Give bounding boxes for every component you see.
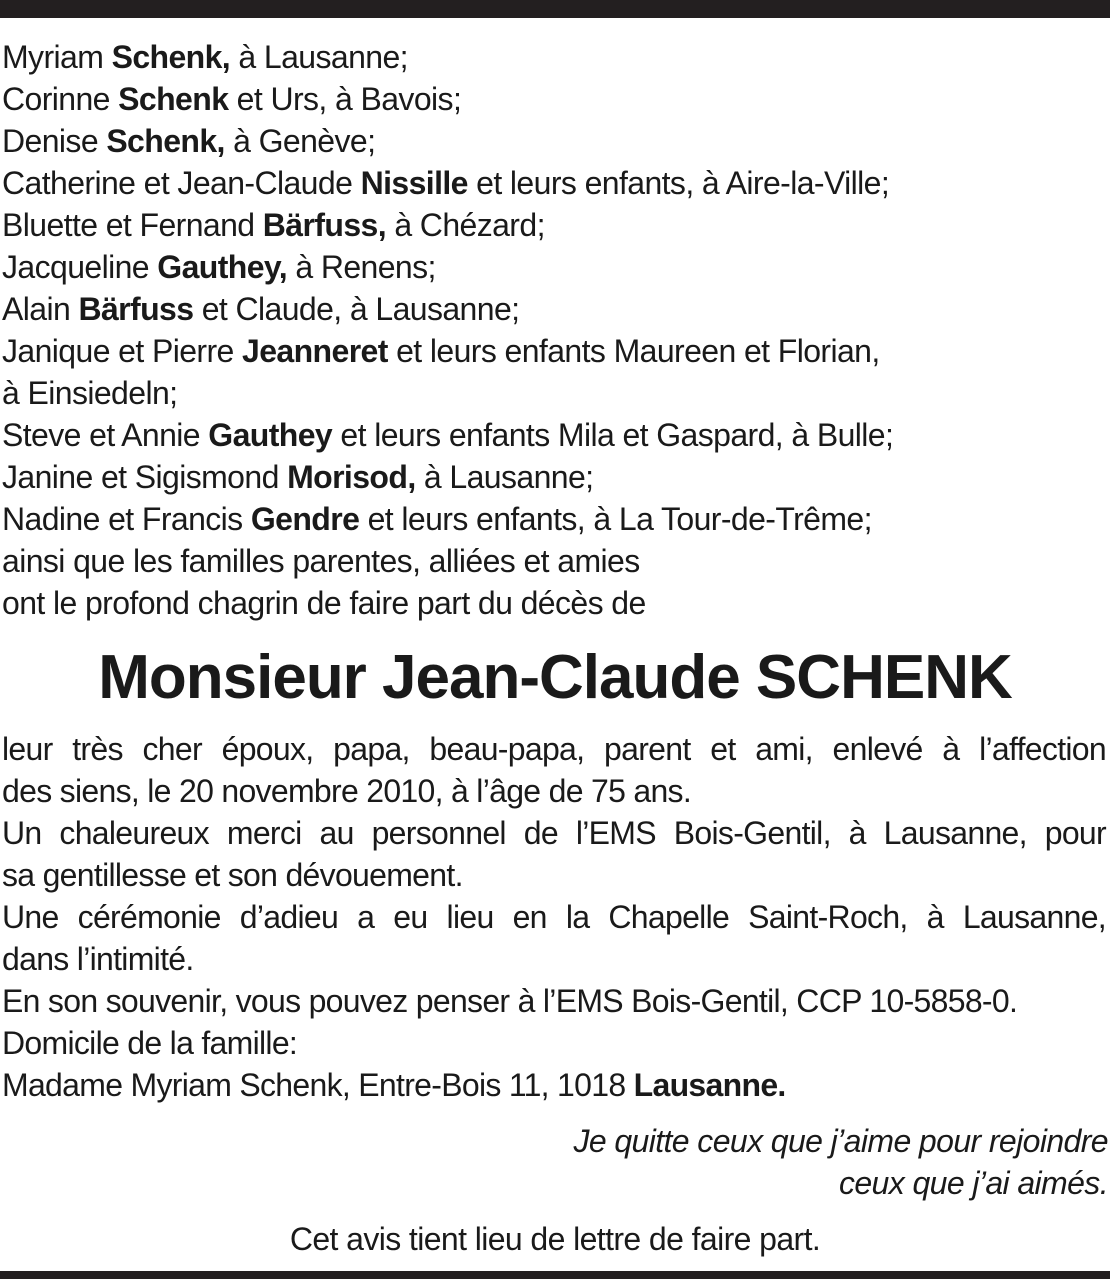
family-line-text: Janique et Pierre <box>2 333 243 369</box>
family-line <box>2 162 1102 204</box>
family-line-text: et leurs enfants, à La Tour-de-Trême; <box>359 501 872 537</box>
epitaph-line: ceux que j’ai aimés. <box>838 1165 1108 1201</box>
deceased-name: Monsieur Jean-Claude SCHENK <box>98 643 1012 712</box>
family-surname: Bärfuss <box>78 291 194 327</box>
family-surname: Gendre <box>250 501 360 537</box>
epitaph <box>573 1120 1108 1204</box>
family-line-text: à Lausanne; <box>230 39 408 75</box>
family-line-text: Denise <box>2 123 107 159</box>
family-line <box>2 498 1102 540</box>
body-line: Un chaleureux merci au personnel de l’EMS Bois-Gentil, à Lausanne, pour <box>2 815 1106 851</box>
family-list <box>2 36 1102 624</box>
family-line <box>2 414 1102 456</box>
family-address <box>2 1064 1106 1106</box>
family-line <box>2 582 1102 624</box>
notice-body <box>2 728 1106 1106</box>
family-line-text: à Genève; <box>224 123 376 159</box>
body-line: des siens, le 20 novembre 2010, à l’âge de 75 ans. <box>2 773 692 809</box>
body-line: sa gentillesse et son dévouement. <box>2 857 463 893</box>
body-line: dans l’intimité. <box>2 941 194 977</box>
family-line <box>2 246 1102 288</box>
body-line: En son souvenir, vous pouvez penser à l’EMS Bois-Gentil, CCP 10-5858-0. <box>2 983 1018 1019</box>
address-city: Lausanne. <box>633 1067 786 1103</box>
family-line-text: à Einsiedeln; <box>2 375 178 411</box>
family-line <box>2 204 1102 246</box>
family-line <box>2 330 1102 372</box>
body-line: leur très cher époux, papa, beau-papa, parent et ami, enlevé à l’affection <box>2 731 1106 767</box>
family-surname: Schenk <box>118 81 229 117</box>
epitaph-line: Je quitte ceux que j’aime pour rejoindre <box>573 1123 1108 1159</box>
family-line-text: et leurs enfants Mila et Gaspard, à Bulle; <box>332 417 894 453</box>
family-surname: Nissille <box>360 165 468 201</box>
family-line <box>2 288 1102 330</box>
family-line-text: Myriam <box>2 39 112 75</box>
family-line-text: Janine et Sigismond <box>2 459 288 495</box>
family-line-text: Nadine et Francis <box>2 501 251 537</box>
family-line-text: Steve et Annie <box>2 417 209 453</box>
family-line <box>2 120 1102 162</box>
family-surname: Bärfuss, <box>262 207 387 243</box>
family-line-text: à Chézard; <box>386 207 545 243</box>
family-line-text: à Lausanne; <box>415 459 594 495</box>
top-rule <box>0 0 1110 18</box>
family-line-text: ainsi que les familles parentes, alliées et amies <box>2 543 640 579</box>
family-surname: Gauthey <box>208 417 333 453</box>
family-line-text: ont le profond chagrin de faire part du décès de <box>2 585 646 621</box>
family-line <box>2 372 1102 414</box>
family-surname: Schenk, <box>106 123 225 159</box>
body-line: Une cérémonie d’adieu a eu lieu en la Chapelle Saint-Roch, à Lausanne, <box>2 899 1106 935</box>
family-line-text: Jacqueline <box>2 249 158 285</box>
family-line <box>2 78 1102 120</box>
family-line-text: Corinne <box>2 81 119 117</box>
family-line-text: Bluette et Fernand <box>2 207 263 243</box>
family-line-text: Alain <box>2 291 79 327</box>
family-surname: Gauthey, <box>157 249 288 285</box>
family-surname: Schenk, <box>111 39 231 75</box>
body-line: Domicile de la famille: <box>2 1025 298 1061</box>
family-line-text: Catherine et Jean-Claude <box>2 165 361 201</box>
address-text: Madame Myriam Schenk, Entre-Bois 11, 1018 <box>2 1067 634 1103</box>
bottom-rule <box>0 1271 1110 1279</box>
family-surname: Jeanneret <box>242 333 388 369</box>
family-line-text: et leurs enfants Maureen et Florian, <box>387 333 880 369</box>
family-line-text: à Renens; <box>287 249 436 285</box>
closing-note: Cet avis tient lieu de lettre de faire part. <box>289 1221 821 1257</box>
family-surname: Morisod, <box>287 459 416 495</box>
family-line-text: et Claude, à Lausanne; <box>193 291 520 327</box>
family-line <box>2 36 1102 78</box>
family-line <box>2 456 1102 498</box>
family-line-text: et Urs, à Bavois; <box>228 81 462 117</box>
family-line-text: et leurs enfants, à Aire-la-Ville; <box>467 165 890 201</box>
family-line <box>2 540 1102 582</box>
